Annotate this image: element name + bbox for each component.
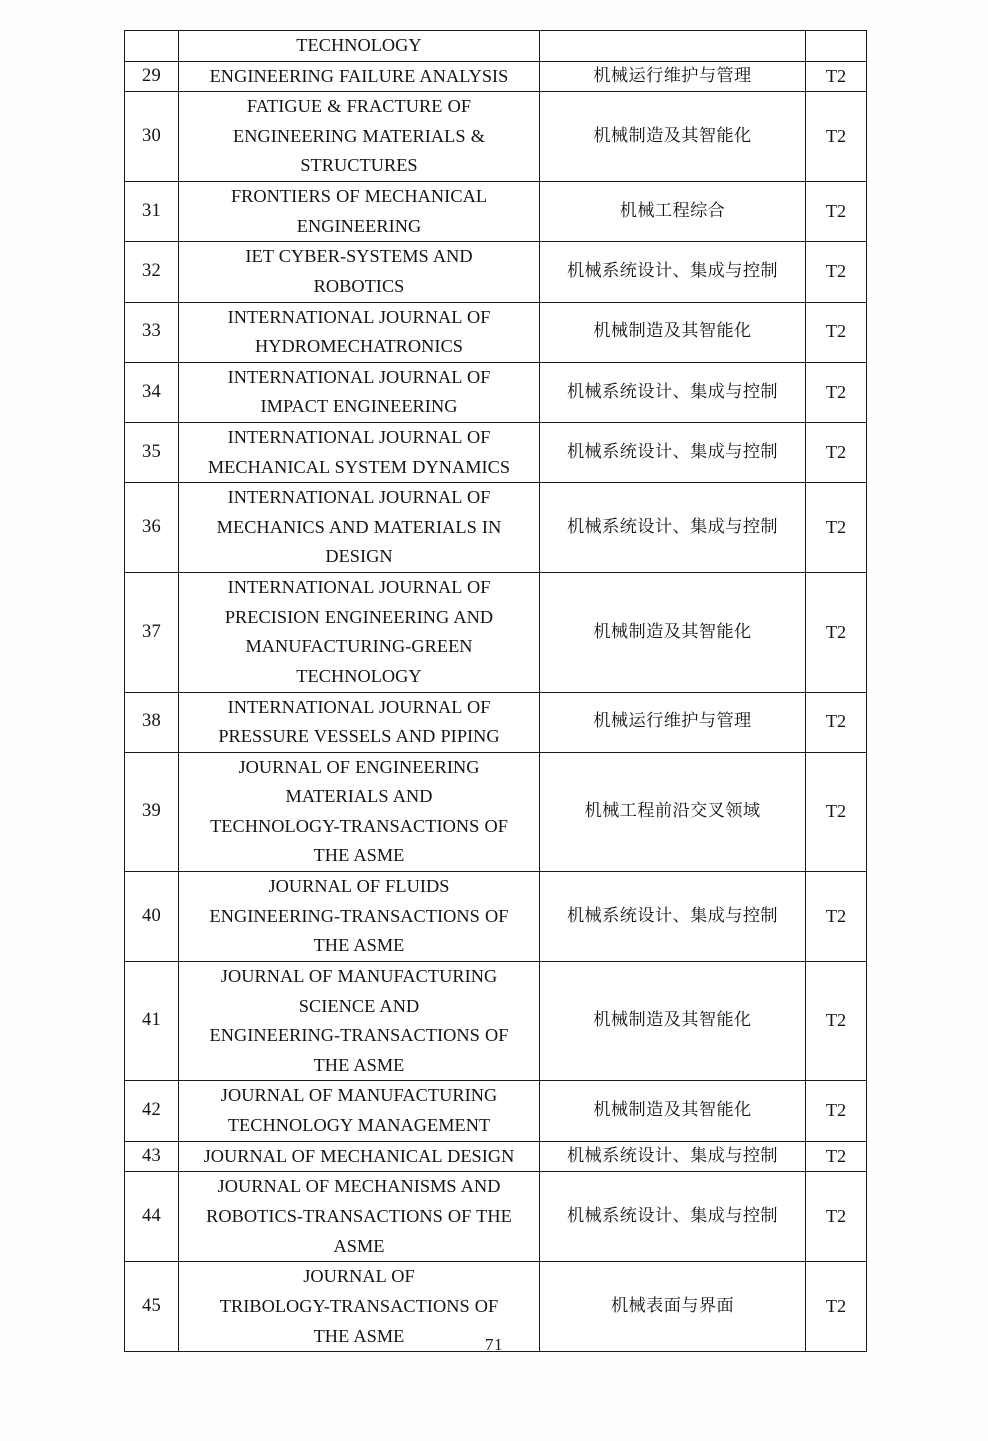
cell-journal-name: [179, 1172, 540, 1262]
table-row: [125, 872, 867, 962]
journal-name-line: INTERNATIONAL JOURNAL OF: [227, 696, 491, 717]
cell-sequence-number: 43: [125, 1141, 179, 1172]
table-body: [125, 31, 867, 1352]
cell-tier-code: T2: [806, 1262, 867, 1352]
journal-name-line: ENGINEERING-TRANSACTIONS OF: [209, 905, 509, 926]
cell-sequence-number: 33: [125, 302, 179, 362]
cell-discipline-category: 机械制造及其智能化: [540, 92, 806, 182]
journal-name-line: MECHANICAL SYSTEM DYNAMICS: [207, 456, 511, 477]
cell-tier-code: T2: [806, 362, 867, 422]
cell-journal-name: [179, 1081, 540, 1141]
page-number: 71: [485, 1335, 503, 1354]
cell-sequence-number: 40: [125, 872, 179, 962]
journal-name-line: DESIGN: [325, 546, 393, 567]
cell-sequence-number: 41: [125, 962, 179, 1081]
cell-discipline-category: 机械系统设计、集成与控制: [540, 242, 806, 302]
cell-tier-code: T2: [806, 962, 867, 1081]
cell-discipline-category: 机械表面与界面: [540, 1262, 806, 1352]
table-row: [125, 92, 867, 182]
cell-tier-code: T2: [806, 422, 867, 482]
journal-name-line: TECHNOLOGY MANAGEMENT: [227, 1115, 491, 1136]
cell-journal-name: [179, 692, 540, 752]
journal-name-line: ENGINEERING FAILURE ANALYSIS: [209, 65, 509, 86]
cell-sequence-number: 37: [125, 573, 179, 692]
table-row: [125, 1081, 867, 1141]
cell-journal-name: [179, 302, 540, 362]
cell-discipline-category: 机械制造及其智能化: [540, 302, 806, 362]
cell-sequence-number: 34: [125, 362, 179, 422]
journal-name-line: JOURNAL OF MECHANISMS AND: [217, 1176, 501, 1197]
journal-name-line: INTERNATIONAL JOURNAL OF: [227, 426, 491, 447]
journal-name-line: PRECISION ENGINEERING AND: [224, 606, 494, 627]
cell-discipline-category: 机械制造及其智能化: [540, 573, 806, 692]
cell-journal-name: [179, 92, 540, 182]
cell-journal-name: [179, 422, 540, 482]
cell-discipline-category: 机械系统设计、集成与控制: [540, 422, 806, 482]
cell-discipline-category: 机械系统设计、集成与控制: [540, 1172, 806, 1262]
cell-tier-code: T2: [806, 61, 867, 92]
journal-name-line: THE ASME: [313, 845, 405, 866]
journal-name-line: ENGINEERING MATERIALS &: [233, 125, 485, 146]
journal-name-line: FRONTIERS OF MECHANICAL: [230, 186, 488, 207]
cell-discipline-category: [540, 31, 806, 62]
journal-name-line: HYDROMECHATRONICS: [254, 336, 464, 357]
journal-name-line: MANUFACTURING-GREEN: [245, 636, 473, 657]
journal-name-line: IMPACT ENGINEERING: [260, 396, 458, 417]
journal-name-line: JOURNAL OF ENGINEERING: [238, 756, 480, 777]
cell-tier-code: T2: [806, 752, 867, 871]
journal-name-line: THE ASME: [313, 935, 405, 956]
journal-name-line: INTERNATIONAL JOURNAL OF: [227, 487, 491, 508]
cell-tier-code: T2: [806, 92, 867, 182]
cell-discipline-category: 机械系统设计、集成与控制: [540, 483, 806, 573]
cell-journal-name: [179, 752, 540, 871]
cell-sequence-number: 29: [125, 61, 179, 92]
table-row-continuation: [125, 31, 867, 62]
cell-discipline-category: 机械制造及其智能化: [540, 962, 806, 1081]
journal-name-line: JOURNAL OF MECHANICAL DESIGN: [203, 1145, 515, 1166]
cell-journal-name: [179, 483, 540, 573]
cell-tier-code: T2: [806, 872, 867, 962]
journal-name-line: INTERNATIONAL JOURNAL OF: [227, 577, 491, 598]
table-row: [125, 302, 867, 362]
cell-sequence-number: 30: [125, 92, 179, 182]
journal-name-line: STRUCTURES: [300, 155, 418, 176]
cell-tier-code: T2: [806, 242, 867, 302]
journal-name-line: TECHNOLOGY-TRANSACTIONS OF: [210, 815, 508, 836]
journal-name-line: THE ASME: [313, 1325, 405, 1346]
table-row: [125, 61, 867, 92]
journal-name-line: SCIENCE AND: [298, 995, 420, 1016]
journal-name-line: ROBOTICS: [313, 275, 405, 296]
table-row: [125, 573, 867, 692]
cell-journal-name: [179, 31, 540, 62]
cell-discipline-category: 机械工程前沿交叉领域: [540, 752, 806, 871]
cell-sequence-number: 39: [125, 752, 179, 871]
table-row: [125, 692, 867, 752]
table-row: [125, 483, 867, 573]
journal-name-line: IET CYBER-SYSTEMS AND: [245, 246, 473, 267]
cell-tier-code: T2: [806, 182, 867, 242]
journal-name-line: ASME: [333, 1235, 385, 1256]
cell-discipline-category: 机械系统设计、集成与控制: [540, 1141, 806, 1172]
table-row: [125, 422, 867, 482]
journal-name-line: ENGINEERING-TRANSACTIONS OF: [209, 1025, 509, 1046]
table-row: [125, 242, 867, 302]
cell-tier-code: T2: [806, 1081, 867, 1141]
cell-sequence-number: 35: [125, 422, 179, 482]
journal-name-line: JOURNAL OF: [303, 1266, 415, 1287]
journal-name-line: FATIGUE & FRACTURE OF: [246, 96, 472, 117]
table-row: [125, 182, 867, 242]
cell-tier-code: T2: [806, 483, 867, 573]
table-row: [125, 362, 867, 422]
cell-tier-code: T2: [806, 573, 867, 692]
journal-name-line: TRIBOLOGY-TRANSACTIONS OF: [219, 1295, 499, 1316]
cell-tier-code: T2: [806, 1141, 867, 1172]
cell-journal-name: [179, 182, 540, 242]
journal-name-line: JOURNAL OF MANUFACTURING: [220, 966, 498, 987]
cell-journal-name: [179, 573, 540, 692]
cell-discipline-category: 机械运行维护与管理: [540, 692, 806, 752]
journal-name-line: THE ASME: [313, 1054, 405, 1075]
journal-name-line: MECHANICS AND MATERIALS IN: [216, 516, 502, 537]
table-row: [125, 1141, 867, 1172]
cell-sequence-number: [125, 31, 179, 62]
journal-name-line: JOURNAL OF FLUIDS: [268, 876, 450, 897]
journal-name-line: ENGINEERING: [296, 215, 422, 236]
journal-name-line: PRESSURE VESSELS AND PIPING: [218, 726, 500, 747]
cell-tier-code: T2: [806, 692, 867, 752]
cell-sequence-number: 32: [125, 242, 179, 302]
cell-sequence-number: 44: [125, 1172, 179, 1262]
journal-classification-table: [124, 30, 867, 1352]
cell-sequence-number: 38: [125, 692, 179, 752]
table-row: [125, 962, 867, 1081]
cell-tier-code: T2: [806, 302, 867, 362]
cell-tier-code: [806, 31, 867, 62]
cell-discipline-category: 机械制造及其智能化: [540, 1081, 806, 1141]
journal-name-line: JOURNAL OF MANUFACTURING: [220, 1085, 498, 1106]
cell-sequence-number: 42: [125, 1081, 179, 1141]
cell-journal-name: [179, 962, 540, 1081]
cell-journal-name: [179, 61, 540, 92]
cell-journal-name: [179, 1141, 540, 1172]
cell-discipline-category: 机械工程综合: [540, 182, 806, 242]
cell-discipline-category: 机械系统设计、集成与控制: [540, 872, 806, 962]
cell-journal-name: [179, 242, 540, 302]
journal-name-line: INTERNATIONAL JOURNAL OF: [227, 366, 491, 387]
cell-sequence-number: 45: [125, 1262, 179, 1352]
cell-tier-code: T2: [806, 1172, 867, 1262]
cell-discipline-category: 机械运行维护与管理: [540, 61, 806, 92]
cell-journal-name: [179, 872, 540, 962]
table-row: [125, 1172, 867, 1262]
journal-name-line: ROBOTICS-TRANSACTIONS OF THE: [206, 1205, 512, 1226]
cell-sequence-number: 31: [125, 182, 179, 242]
journal-name-line: TECHNOLOGY: [296, 35, 422, 55]
journal-name-line: INTERNATIONAL JOURNAL OF: [227, 306, 491, 327]
cell-journal-name: [179, 362, 540, 422]
table-row: [125, 752, 867, 871]
journal-name-line: TECHNOLOGY: [296, 665, 422, 686]
cell-sequence-number: 36: [125, 483, 179, 573]
cell-discipline-category: 机械系统设计、集成与控制: [540, 362, 806, 422]
journal-name-line: MATERIALS AND: [285, 786, 433, 807]
